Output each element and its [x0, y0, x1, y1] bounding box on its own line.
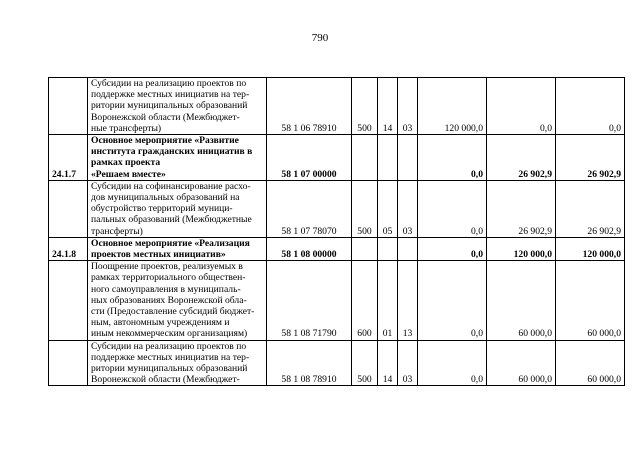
row-number — [49, 78, 88, 135]
row-name-text: Субсидии на реализацию проектов по поддержке местных инициатив на тер- ритории муниципальных образований Воронежской области (Межбюджет- — [91, 340, 250, 386]
expense-type — [352, 135, 378, 181]
budget-table-body — [49, 78, 625, 386]
table-row — [49, 135, 625, 181]
amount-year-1: 0,0 — [418, 340, 487, 386]
table-row — [49, 78, 625, 135]
amount-year-3: 26 902,9 — [556, 135, 625, 181]
row-name-text: Основное мероприятие «Реализация проектов местных инициатив» — [91, 237, 250, 261]
section: 01 — [378, 261, 398, 340]
table-row — [49, 180, 625, 237]
row-name — [88, 340, 267, 386]
amount-year-1: 0,0 — [418, 261, 487, 340]
amount-year-3: 60 000,0 — [556, 340, 625, 386]
target-code: 58 1 08 00000 — [267, 237, 352, 260]
amount-year-1: 0,0 — [418, 237, 487, 260]
expense-type: 500 — [352, 78, 378, 135]
row-number — [49, 261, 88, 340]
amount-year-2: 26 902,9 — [487, 180, 556, 237]
expense-type: 600 — [352, 261, 378, 340]
row-number — [49, 340, 88, 386]
amount-year-3: 120 000,0 — [556, 237, 625, 260]
row-name — [88, 261, 267, 340]
table-row — [49, 261, 625, 340]
row-number: 24.1.8 — [49, 237, 88, 260]
section — [378, 237, 398, 260]
subsection: 03 — [398, 78, 418, 135]
table-row — [49, 340, 625, 386]
section: 14 — [378, 78, 398, 135]
amount-year-1: 120 000,0 — [418, 78, 487, 135]
row-name-text: Субсидии на софинансирование расхо- дов муниципальных образований на обустройство территорий муници- пальных образований (Межбюджетные трансферты) — [91, 180, 252, 237]
row-name-text: Поощрение проектов, реализуемых в рамках территориального обществен- ного самоуправления в муниципаль- ных образованиях Воронежской обла- сти (Предоставление субсидий бюджет- ным, автономным учреждениям и иным некоммерческим организациям) — [91, 261, 255, 340]
target-code: 58 1 07 00000 — [267, 135, 352, 181]
amount-year-2: 120 000,0 — [487, 237, 556, 260]
target-code: 58 1 08 78910 — [267, 340, 352, 386]
row-number — [49, 180, 88, 237]
subsection: 03 — [398, 340, 418, 386]
subsection: 03 — [398, 180, 418, 237]
amount-year-3: 60 000,0 — [556, 261, 625, 340]
expense-type: 500 — [352, 340, 378, 386]
subsection — [398, 237, 418, 260]
amount-year-3: 26 902,9 — [556, 180, 625, 237]
amount-year-1: 0,0 — [418, 180, 487, 237]
row-name — [88, 237, 267, 260]
row-name — [88, 135, 267, 181]
row-name — [88, 180, 267, 237]
section — [378, 135, 398, 181]
target-code: 58 1 07 78070 — [267, 180, 352, 237]
amount-year-2: 26 902,9 — [487, 135, 556, 181]
expense-type: 500 — [352, 180, 378, 237]
target-code: 58 1 08 71790 — [267, 261, 352, 340]
row-number: 24.1.7 — [49, 135, 88, 181]
amount-year-3: 0,0 — [556, 78, 625, 135]
amount-year-2: 0,0 — [487, 78, 556, 135]
subsection: 13 — [398, 261, 418, 340]
amount-year-2: 60 000,0 — [487, 261, 556, 340]
amount-year-1: 0,0 — [418, 135, 487, 181]
row-name — [88, 78, 267, 135]
section: 05 — [378, 180, 398, 237]
section: 14 — [378, 340, 398, 386]
target-code: 58 1 06 78910 — [267, 78, 352, 135]
table-row — [49, 237, 625, 260]
budget-table — [48, 77, 625, 386]
row-name-text: Основное мероприятие «Развитие института гражданских инициатив в рамках проекта «Решаем вместе» — [91, 135, 253, 180]
row-name-text: Субсидии на реализацию проектов по поддержке местных инициатив на тер- ритории муниципальных образований Воронежской области (Межбюджет- ные трансферты) — [91, 78, 250, 134]
subsection — [398, 135, 418, 181]
amount-year-2: 60 000,0 — [487, 340, 556, 386]
expense-type — [352, 237, 378, 260]
page-number: 790 — [311, 32, 329, 44]
